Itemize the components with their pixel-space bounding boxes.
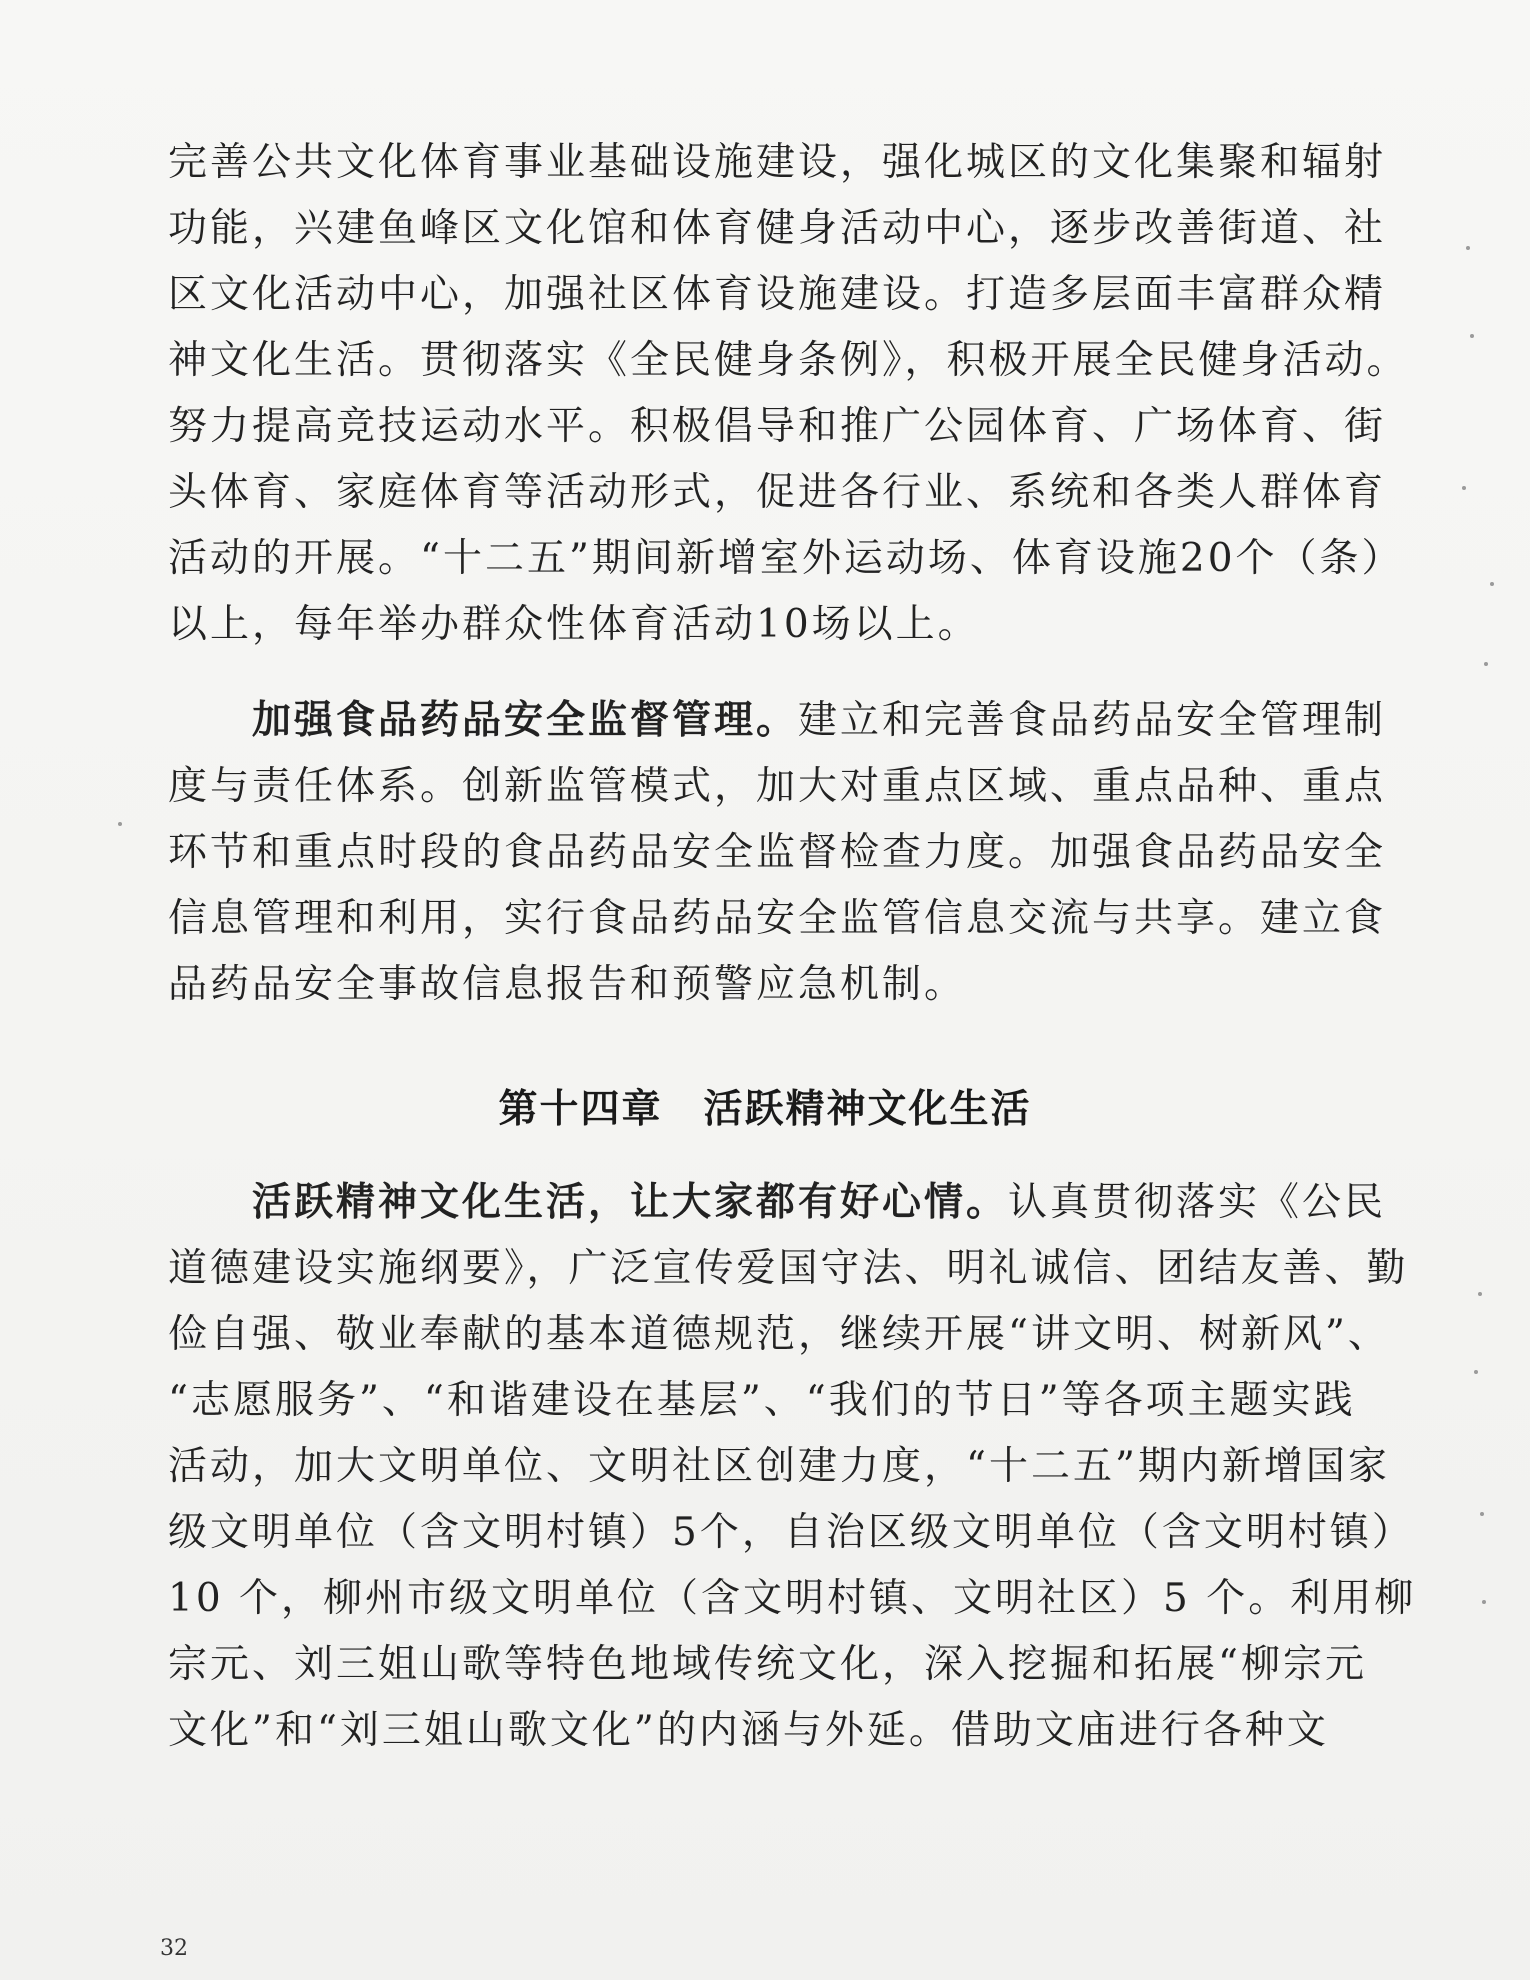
text-line: “志愿服务”、“和谐建设在基层”、“我们的节日”等各项主题实践 (168, 1378, 1356, 1423)
text-line: 神文化生活。贯彻落实《全民健身条例》，积极开展全民健身活动。 (168, 338, 1409, 383)
text-line: 度与责任体系。创新监管模式，加大对重点区域、重点品种、重点 (168, 764, 1387, 809)
scan-speck (1484, 662, 1488, 666)
paragraph-lead: 活跃精神文化生活，让大家都有好心情。 (252, 1180, 1009, 1225)
text-line: 俭自强、敬业奉献的基本道德规范，继续开展“讲文明、树新风”、 (168, 1312, 1390, 1357)
text-line: 活动的开展。“十二五”期间新增室外运动场、体育设施20个（条） (168, 536, 1404, 581)
text-line: 道德建设实施纲要》，广泛宣传爱国守法、明礼诚信、团结友善、勤 (168, 1246, 1409, 1291)
text-line: 头体育、家庭体育等活动形式，促进各行业、系统和各类人群体育 (168, 470, 1387, 515)
page-number: 32 (160, 1936, 188, 1961)
text-line: 努力提高竞技运动水平。积极倡导和推广公园体育、广场体育、街 (168, 404, 1387, 449)
scan-speck (1480, 1512, 1484, 1516)
text-line-first (168, 1170, 1387, 1236)
scan-speck (1466, 246, 1470, 250)
paragraph-lead-rest: 认真贯彻落实《公民 (1008, 1180, 1387, 1225)
text-line: 10 个，柳州市级文明单位（含文明村镇、文明社区）5 个。利用柳 (168, 1576, 1417, 1621)
text-line: 功能，兴建鱼峰区文化馆和体育健身活动中心，逐步改善街道、社 (168, 206, 1387, 251)
chapter-heading: 第十四章 活跃精神文化生活 (498, 1087, 1032, 1132)
paragraph-culture-sports (168, 130, 1409, 658)
text-line: 活动，加大文明单位、文明社区创建力度，“十二五”期内新增国家 (168, 1444, 1390, 1489)
scan-speck (118, 822, 122, 826)
scan-speck (1490, 582, 1494, 586)
scan-speck (1470, 334, 1474, 338)
text-line: 宗元、刘三姐山歌等特色地域传统文化，深入挖掘和拓展“柳宗元 (168, 1642, 1367, 1687)
text-line: 完善公共文化体育事业基础设施建设，强化城区的文化集聚和辐射 (168, 140, 1387, 185)
paragraph-spiritual-culture (168, 1170, 1417, 1764)
scan-speck (1482, 1600, 1486, 1604)
text-line-first (168, 688, 1387, 754)
text-line: 以上，每年举办群众性体育活动10场以上。 (168, 602, 980, 647)
paragraph-lead: 加强食品药品安全监督管理。 (252, 698, 799, 743)
text-line: 环节和重点时段的食品药品安全监督检查力度。加强食品药品安全 (168, 830, 1387, 875)
scan-speck (1474, 1370, 1478, 1374)
scan-speck (1478, 1292, 1482, 1296)
text-line: 区文化活动中心，加强社区体育设施建设。打造多层面丰富群众精 (168, 272, 1387, 317)
paragraph-lead-rest: 建立和完善食品药品安全管理制 (798, 698, 1387, 743)
paragraph-food-drug-safety (168, 688, 1387, 1018)
scan-speck (1462, 486, 1466, 490)
text-line: 级文明单位（含文明村镇）5个，自治区级文明单位（含文明村镇） (168, 1510, 1414, 1555)
text-line: 文化”和“刘三姐山歌文化”的内涵与外延。借助文庙进行各种文 (168, 1708, 1329, 1753)
text-line: 品药品安全事故信息报告和预警应急机制。 (168, 962, 967, 1007)
text-line: 信息管理和利用，实行食品药品安全监管信息交流与共享。建立食 (168, 896, 1387, 941)
